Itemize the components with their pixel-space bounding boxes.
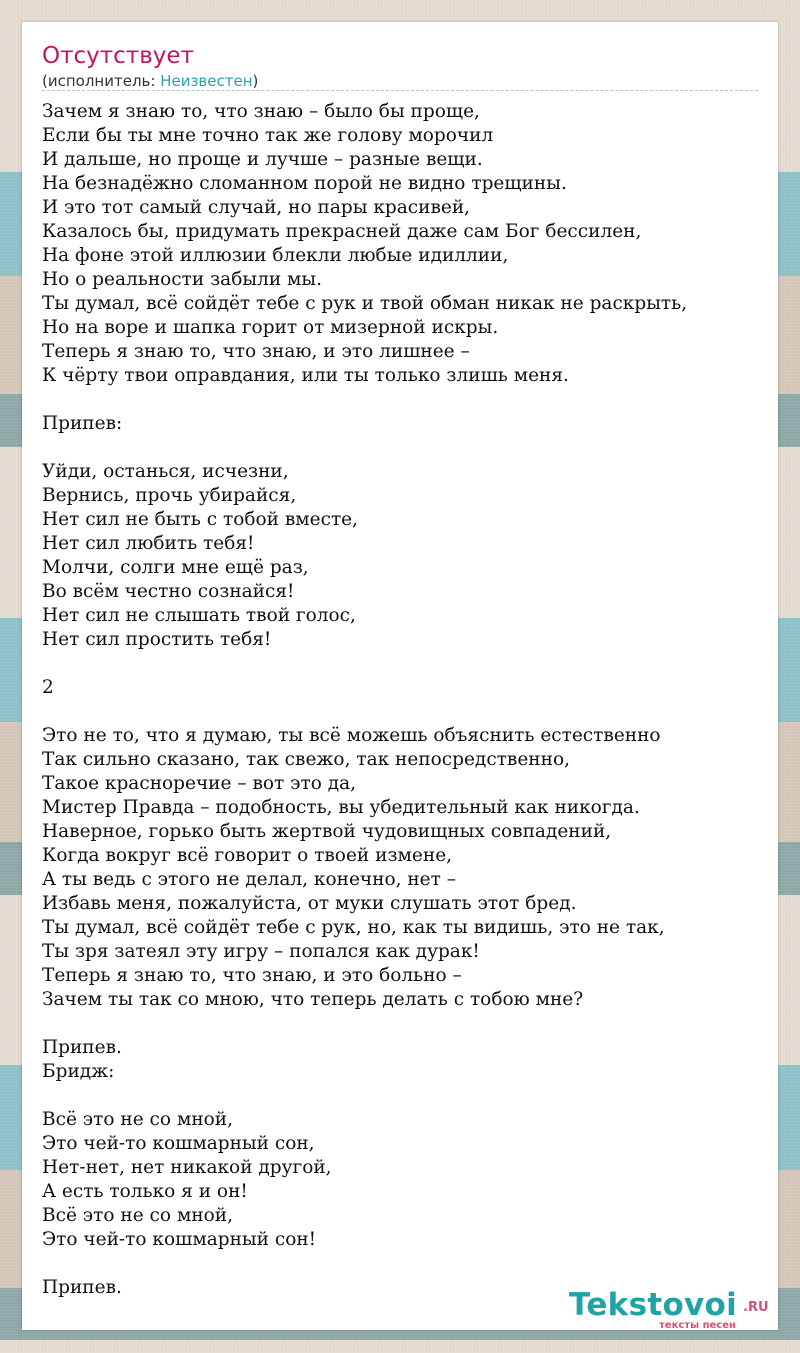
lyrics-line: И дальше, но проще и лучше – разные вещи. bbox=[42, 149, 483, 170]
lyrics-line: Вернись, прочь убирайся, bbox=[42, 485, 297, 506]
lyrics-line: Нет сил любить тебя! bbox=[42, 533, 255, 554]
lyrics-line: Теперь я знаю то, что знаю, и это больно – bbox=[42, 965, 462, 986]
lyrics-line: Молчи, солги мне ещё раз, bbox=[42, 557, 309, 578]
logo-brand: Tekstovoi bbox=[569, 1287, 738, 1323]
lyrics-blank-line bbox=[42, 388, 762, 412]
artist-line bbox=[42, 71, 258, 91]
lyrics-line: Уйди, останься, исчезни, bbox=[42, 461, 289, 482]
lyrics-line: Бридж: bbox=[42, 1061, 115, 1082]
lyrics-line: Зачем я знаю то, что знаю – было бы проще, bbox=[42, 101, 480, 122]
lyrics-line: На безнадёжно сломанном порой не видно трещины. bbox=[42, 173, 567, 194]
lyrics-line: На фоне этой иллюзии блекли любые идиллии, bbox=[42, 245, 509, 266]
lyrics-line: Избавь меня, пожалуйста, от муки слушать этот бред. bbox=[42, 893, 577, 914]
logo-tagline: тексты песен bbox=[659, 1320, 736, 1331]
lyrics-line: И это тот самый случай, но пары красивей, bbox=[42, 197, 471, 218]
lyrics-blank-line bbox=[42, 436, 762, 460]
lyrics-line: Ты думал, всё сойдёт тебе с рук и твой обман никак не раскрыть, bbox=[42, 293, 688, 314]
lyrics-line: Ты зря затеял эту игру – попался как дурак! bbox=[42, 941, 480, 962]
logo-tld: .RU bbox=[743, 1300, 769, 1315]
lyrics-line: Зачем ты так со мною, что теперь делать с тобою мне? bbox=[42, 989, 584, 1010]
song-title: Отсутствует bbox=[42, 43, 194, 69]
lyrics-line: Это чей-то кошмарный сон! bbox=[42, 1229, 317, 1250]
lyrics-line: А ты ведь с этого не делал, конечно, нет – bbox=[42, 869, 457, 890]
lyrics-text bbox=[42, 100, 762, 1300]
lyrics-line: Во всём честно сознайся! bbox=[42, 581, 295, 602]
lyrics-line: Всё это не со мной, bbox=[42, 1205, 234, 1226]
lyrics-line: Мистер Правда – подобность, вы убедительный как никогда. bbox=[42, 797, 640, 818]
lyrics-line: Нет-нет, нет никакой другой, bbox=[42, 1157, 332, 1178]
lyrics-line: Наверное, горько быть жертвой чудовищных совпадений, bbox=[42, 821, 612, 842]
lyrics-line: Ты думал, всё сойдёт тебе с рук, но, как ты видишь, это не так, bbox=[42, 917, 665, 938]
lyrics-line: А есть только я и он! bbox=[42, 1181, 248, 1202]
lyrics-line: Теперь я знаю то, что знаю, и это лишнее – bbox=[42, 341, 470, 362]
lyrics-line: Так сильно сказано, так свежо, так непосредственно, bbox=[42, 749, 570, 770]
artist-prefix: (исполнитель: bbox=[42, 72, 161, 90]
lyrics-blank-line bbox=[42, 1012, 762, 1036]
lyrics-line: К чёрту твои оправдания, или ты только злишь меня. bbox=[42, 365, 569, 386]
lyrics-blank-line bbox=[42, 652, 762, 676]
artist-suffix: ) bbox=[252, 72, 259, 90]
lyrics-line: 2 bbox=[42, 677, 54, 698]
lyrics-line: Когда вокруг всё говорит о твоей измене, bbox=[42, 845, 453, 866]
lyrics-line: Но на воре и шапка горит от мизерной искры. bbox=[42, 317, 499, 338]
lyrics-line: Припев. bbox=[42, 1037, 122, 1058]
lyrics-line: Это не то, что я думаю, ты всё можешь объяснить естественно bbox=[42, 725, 661, 746]
lyrics-line: Но о реальности забыли мы. bbox=[42, 269, 323, 290]
lyrics-line: Если бы ты мне точно так же голову морочил bbox=[42, 125, 494, 146]
lyrics-line: Нет сил не слышать твой голос, bbox=[42, 605, 356, 626]
lyrics-blank-line bbox=[42, 1252, 762, 1276]
lyrics-blank-line bbox=[42, 700, 762, 724]
lyrics-line: Нет сил не быть с тобой вместе, bbox=[42, 509, 359, 530]
title-divider bbox=[42, 90, 758, 91]
lyrics-line: Казалось бы, придумать прекрасней даже сам Бог бессилен, bbox=[42, 221, 642, 242]
lyrics-line: Такое красноречие – вот это да, bbox=[42, 773, 357, 794]
lyrics-line: Припев. bbox=[42, 1277, 122, 1298]
lyrics-card bbox=[22, 22, 778, 1330]
lyrics-line: Это чей-то кошмарный сон, bbox=[42, 1133, 315, 1154]
artist-link[interactable]: Неизвестен bbox=[160, 72, 253, 90]
lyrics-line: Припев: bbox=[42, 413, 123, 434]
lyrics-line: Нет сил простить тебя! bbox=[42, 629, 272, 650]
lyrics-blank-line bbox=[42, 1084, 762, 1108]
tekstovoi-logo[interactable] bbox=[569, 1287, 774, 1331]
lyrics-line: Всё это не со мной, bbox=[42, 1109, 234, 1130]
